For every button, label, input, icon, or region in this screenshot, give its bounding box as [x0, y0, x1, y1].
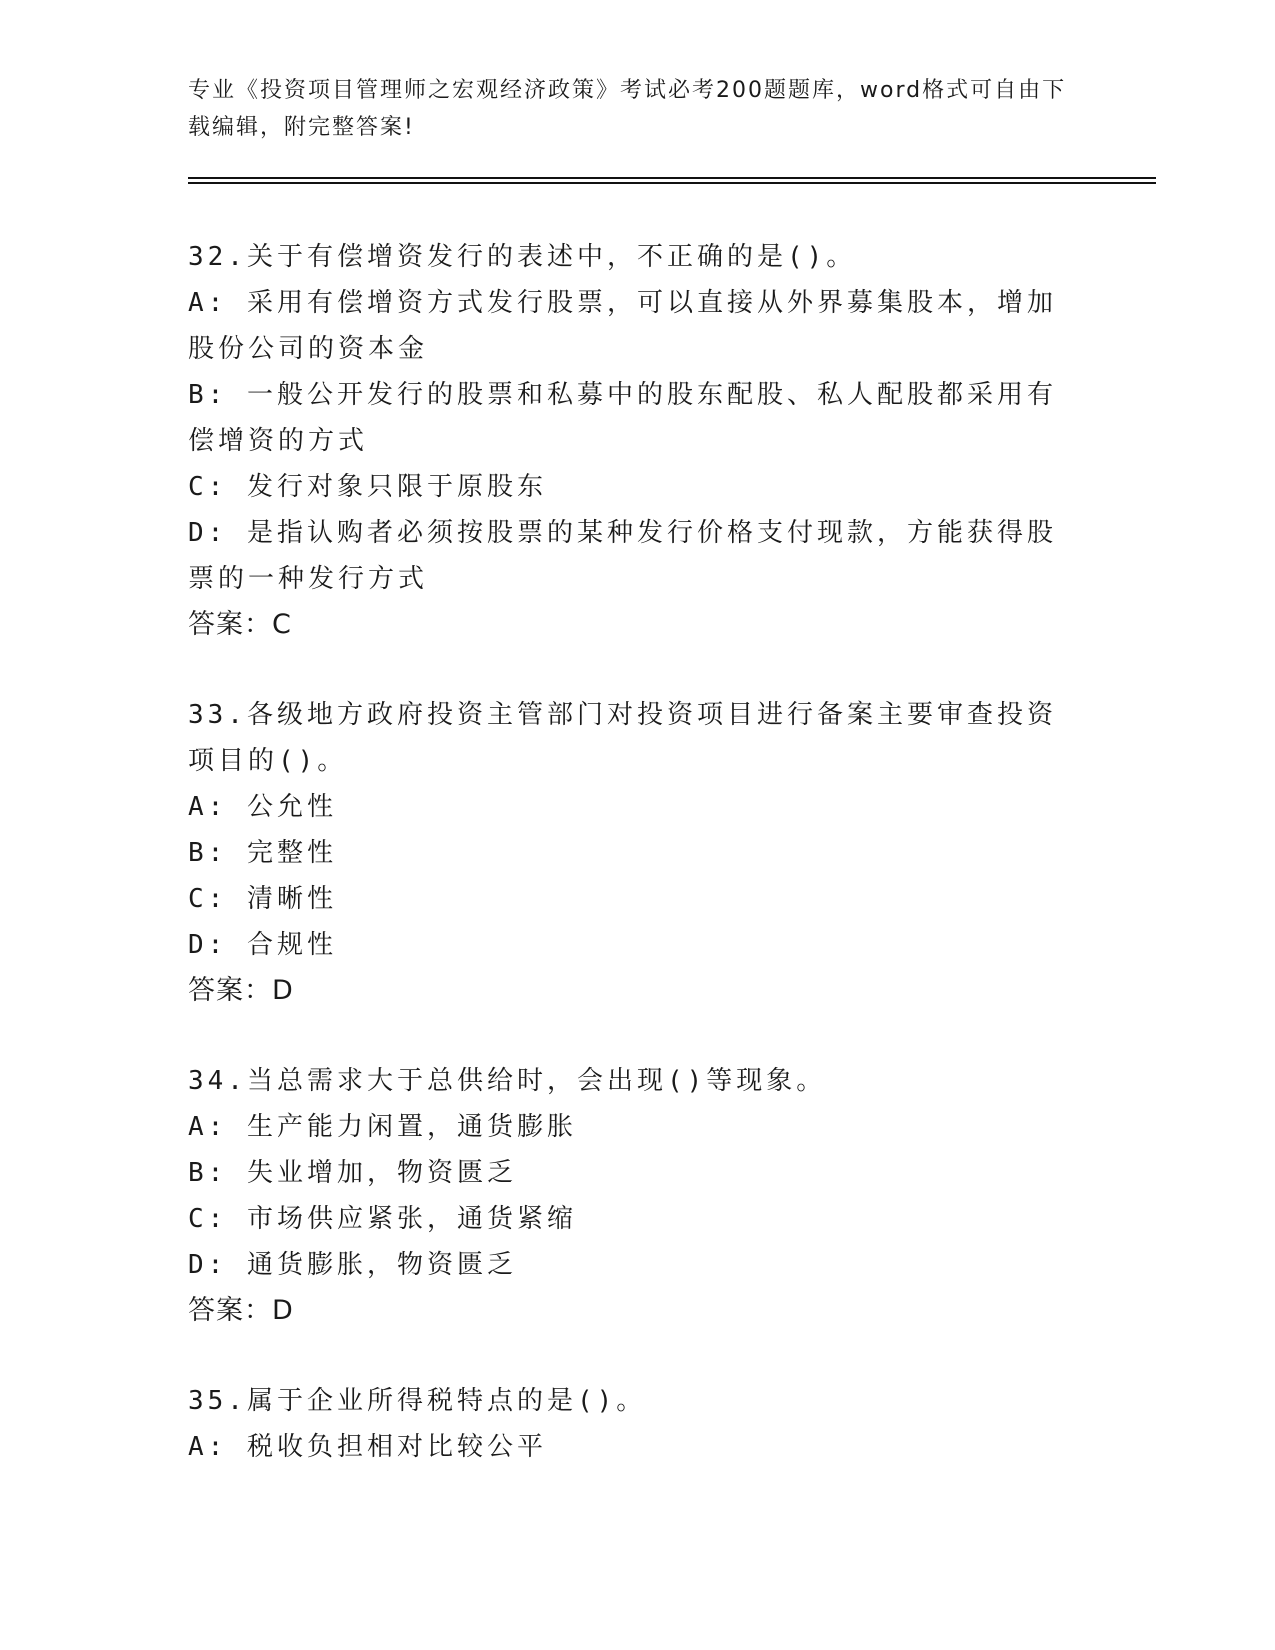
- answer-label: 答案：C: [188, 609, 292, 640]
- option-b: B: 完整性: [188, 838, 337, 868]
- question-35: [188, 1378, 1078, 1470]
- question-34: [188, 1058, 1078, 1334]
- header-rule-top: [188, 177, 1156, 179]
- option-b: B: 一般公开发行的股票和私募中的股东配股、私人配股都采用有偿增资的方式: [188, 380, 1057, 456]
- option-d: D: 合规性: [188, 930, 337, 960]
- question-list: [188, 234, 1078, 1514]
- question-32: [188, 234, 1078, 648]
- answer-label: 答案：D: [188, 1295, 294, 1326]
- question-stem: 33.各级地方政府投资主管部门对投资项目进行备案主要审查投资项目的()。: [188, 700, 1057, 776]
- option-d: D: 通货膨胀，物资匮乏: [188, 1250, 517, 1280]
- option-c: C: 发行对象只限于原股东: [188, 472, 547, 502]
- answer-label: 答案：D: [188, 975, 294, 1006]
- option-a: A: 采用有偿增资方式发行股票，可以直接从外界募集股本，增加股份公司的资本金: [188, 288, 1057, 364]
- question-33: [188, 692, 1078, 1014]
- option-c: C: 市场供应紧张，通货紧缩: [188, 1204, 577, 1234]
- option-b: B: 失业增加，物资匮乏: [188, 1158, 517, 1188]
- document-header: 专业《投资项目管理师之宏观经济政策》考试必考200题题库，word格式可自由下载编辑，附完整答案!: [188, 78, 1067, 140]
- question-stem: 32.关于有偿增资发行的表述中，不正确的是()。: [188, 242, 857, 272]
- option-a: A: 税收负担相对比较公平: [188, 1432, 547, 1462]
- question-stem: 34.当总需求大于总供给时，会出现()等现象。: [188, 1066, 827, 1096]
- option-d: D: 是指认购者必须按股票的某种发行价格支付现款，方能获得股票的一种发行方式: [188, 518, 1057, 594]
- question-stem: 35.属于企业所得税特点的是()。: [188, 1386, 647, 1416]
- option-c: C: 清晰性: [188, 884, 337, 914]
- option-a: A: 公允性: [188, 792, 337, 822]
- header-rule-bottom: [188, 182, 1156, 184]
- option-a: A: 生产能力闲置，通货膨胀: [188, 1112, 577, 1142]
